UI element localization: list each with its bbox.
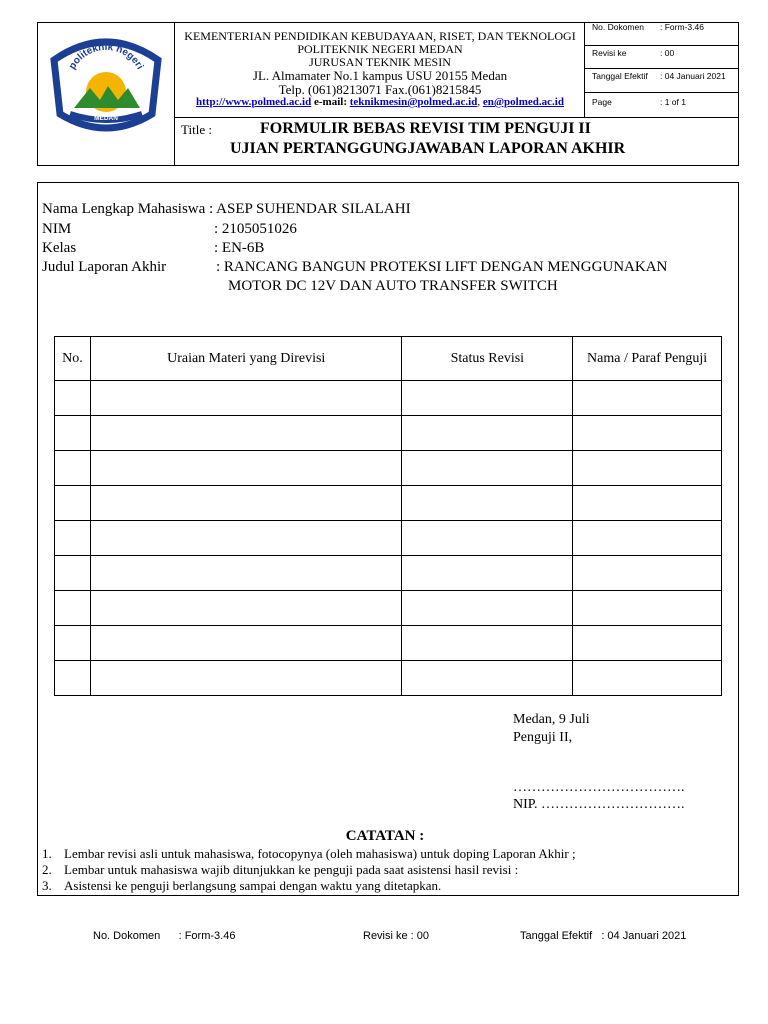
cell-status[interactable] [402, 661, 573, 696]
cell-no[interactable] [55, 556, 91, 591]
cell-status[interactable] [402, 521, 573, 556]
logo-divider [174, 22, 175, 166]
form-title-line1: FORMULIR BEBAS REVISI TIM PENGUJI II [260, 120, 591, 137]
col-header-no: No. [55, 337, 91, 381]
signature-name-line: ………………………………. [513, 780, 685, 795]
cell-uraian[interactable] [90, 556, 401, 591]
note-number: 3. [42, 878, 52, 893]
meta-key: Revisi ke [592, 48, 627, 58]
cell-status[interactable] [402, 486, 573, 521]
footer-effective-date: Tanggal Efektif : 04 Januari 2021 [520, 930, 687, 942]
cell-status[interactable] [402, 556, 573, 591]
col-header-uraian: Uraian Materi yang Direvisi [90, 337, 401, 381]
cell-uraian[interactable] [90, 451, 401, 486]
student-name-value: ASEP SUHENDAR SILALAHI [216, 201, 411, 217]
cell-no[interactable] [55, 626, 91, 661]
email-separator: , [477, 96, 483, 108]
cell-uraian[interactable] [90, 486, 401, 521]
note-text: Lembar untuk mahasiswa wajib ditunjukkan ke penguji pada saat asistensi hasil revisi : [64, 862, 519, 877]
meta-key: Tanggal Efektif [592, 71, 648, 81]
student-name-row [42, 200, 411, 218]
note-item [42, 862, 518, 877]
footer-doc-no: No. Dokomen : Form-3.46 [93, 930, 236, 942]
cell-penguji[interactable] [573, 381, 722, 416]
cell-penguji[interactable] [573, 661, 722, 696]
judul-label: Judul Laporan Akhir [42, 259, 167, 275]
phone-fax: Telp. (061)8213071 Fax.(061)8215845 [278, 82, 482, 97]
table-row [55, 521, 722, 556]
cell-penguji[interactable] [573, 591, 722, 626]
cell-no[interactable] [55, 591, 91, 626]
table-row [55, 451, 722, 486]
note-number: 2. [42, 862, 52, 877]
meta-value: : Form-3.46 [660, 22, 704, 32]
table-row [55, 486, 722, 521]
col-header-status: Status Revisi [402, 337, 573, 381]
nim-label: NIM [42, 221, 72, 237]
institution-name: POLITEKNIK NEGERI MEDAN [297, 42, 463, 56]
revision-table [54, 336, 722, 696]
table-row [55, 591, 722, 626]
meta-value: : 04 Januari 2021 [660, 71, 726, 81]
meta-page [584, 93, 738, 117]
notes-title: CATATAN : [345, 828, 425, 844]
kelas-label: Kelas [42, 240, 77, 256]
department-name: JURUSAN TEKNIK MESIN [309, 55, 451, 69]
col-header-penguji: Nama / Paraf Penguji [573, 337, 722, 381]
note-text: Asistensi ke penguji berlangsung sampai dengan waktu yang ditetapkan. [64, 878, 442, 893]
cell-no[interactable] [55, 661, 91, 696]
nim-value: : 2105051026 [214, 221, 297, 237]
table-row [55, 661, 722, 696]
cell-uraian[interactable] [90, 416, 401, 451]
signature-role: Penguji II, [513, 730, 573, 745]
cell-penguji[interactable] [573, 416, 722, 451]
signature-place-date: Medan, 9 Juli [513, 712, 590, 727]
cell-penguji[interactable] [573, 486, 722, 521]
cell-status[interactable] [402, 626, 573, 661]
meta-revision [584, 46, 738, 69]
signature-nip-line: NIP. …………………………. [513, 797, 685, 812]
meta-key: Page [592, 97, 612, 107]
polmed-logo [44, 30, 168, 136]
website-link[interactable]: http://www.polmed.ac.id [196, 96, 312, 108]
form-title-line2: UJIAN PERTANGGUNGJAWABAN LAPORAN AKHIR [230, 140, 626, 157]
cell-no[interactable] [55, 486, 91, 521]
ministry-name: KEMENTERIAN PENDIDIKAN KEBUDAYAAN, RISET, DAN TEKNOLOGI [184, 29, 576, 43]
cell-uraian[interactable] [90, 626, 401, 661]
table-row [55, 381, 722, 416]
note-number: 1. [42, 846, 52, 861]
cell-status[interactable] [402, 381, 573, 416]
footer-revision: Revisi ke : 00 [363, 930, 430, 942]
email-link-teknikmesin[interactable]: teknikmesin@polmed.ac.id [349, 96, 478, 108]
meta-doc-no [584, 22, 738, 46]
note-item [42, 878, 441, 893]
cell-penguji[interactable] [573, 556, 722, 591]
cell-no[interactable] [55, 416, 91, 451]
logo-base-text: MEDAN [94, 115, 118, 122]
cell-uraian[interactable] [90, 381, 401, 416]
cell-no[interactable] [55, 521, 91, 556]
meta-key: No. Dokomen [592, 22, 644, 32]
cell-penguji[interactable] [573, 521, 722, 556]
cell-uraian[interactable] [90, 661, 401, 696]
address: JL. Almamater No.1 kampus USU 20155 Medan [252, 68, 508, 83]
meta-value: : 00 [660, 48, 675, 58]
email-label: e-mail: [311, 96, 350, 108]
table-row [55, 556, 722, 591]
logo-arc-text: politeknik negeri [66, 41, 146, 72]
cell-status[interactable] [402, 451, 573, 486]
cell-uraian[interactable] [90, 521, 401, 556]
email-link-en[interactable]: en@polmed.ac.id [482, 96, 564, 108]
table-row [55, 626, 722, 661]
note-text: Lembar revisi asli untuk mahasiswa, fotocopynya (oleh mahasiswa) untuk doping Laporan Akhir ; [64, 846, 576, 861]
cell-penguji[interactable] [573, 626, 722, 661]
meta-effective-date [584, 69, 738, 93]
note-item [42, 846, 576, 861]
table-header-row [55, 337, 722, 381]
cell-status[interactable] [402, 416, 573, 451]
cell-penguji[interactable] [573, 451, 722, 486]
table-row [55, 416, 722, 451]
cell-no[interactable] [55, 451, 91, 486]
kelas-value: : EN-6B [214, 240, 265, 256]
student-name-label: Nama Lengkap Mahasiswa : [42, 201, 214, 217]
title-label: Title : [181, 122, 212, 137]
judul-value-line1: : RANCANG BANGUN PROTEKSI LIFT DENGAN MENGGUNAKAN [216, 259, 668, 275]
title-divider [174, 117, 739, 118]
cell-no[interactable] [55, 381, 91, 416]
cell-status[interactable] [402, 591, 573, 626]
contact-line [176, 96, 584, 108]
judul-value-line2: MOTOR DC 12V DAN AUTO TRANSFER SWITCH [228, 278, 558, 294]
cell-uraian[interactable] [90, 591, 401, 626]
meta-value: : 1 of 1 [660, 97, 686, 107]
